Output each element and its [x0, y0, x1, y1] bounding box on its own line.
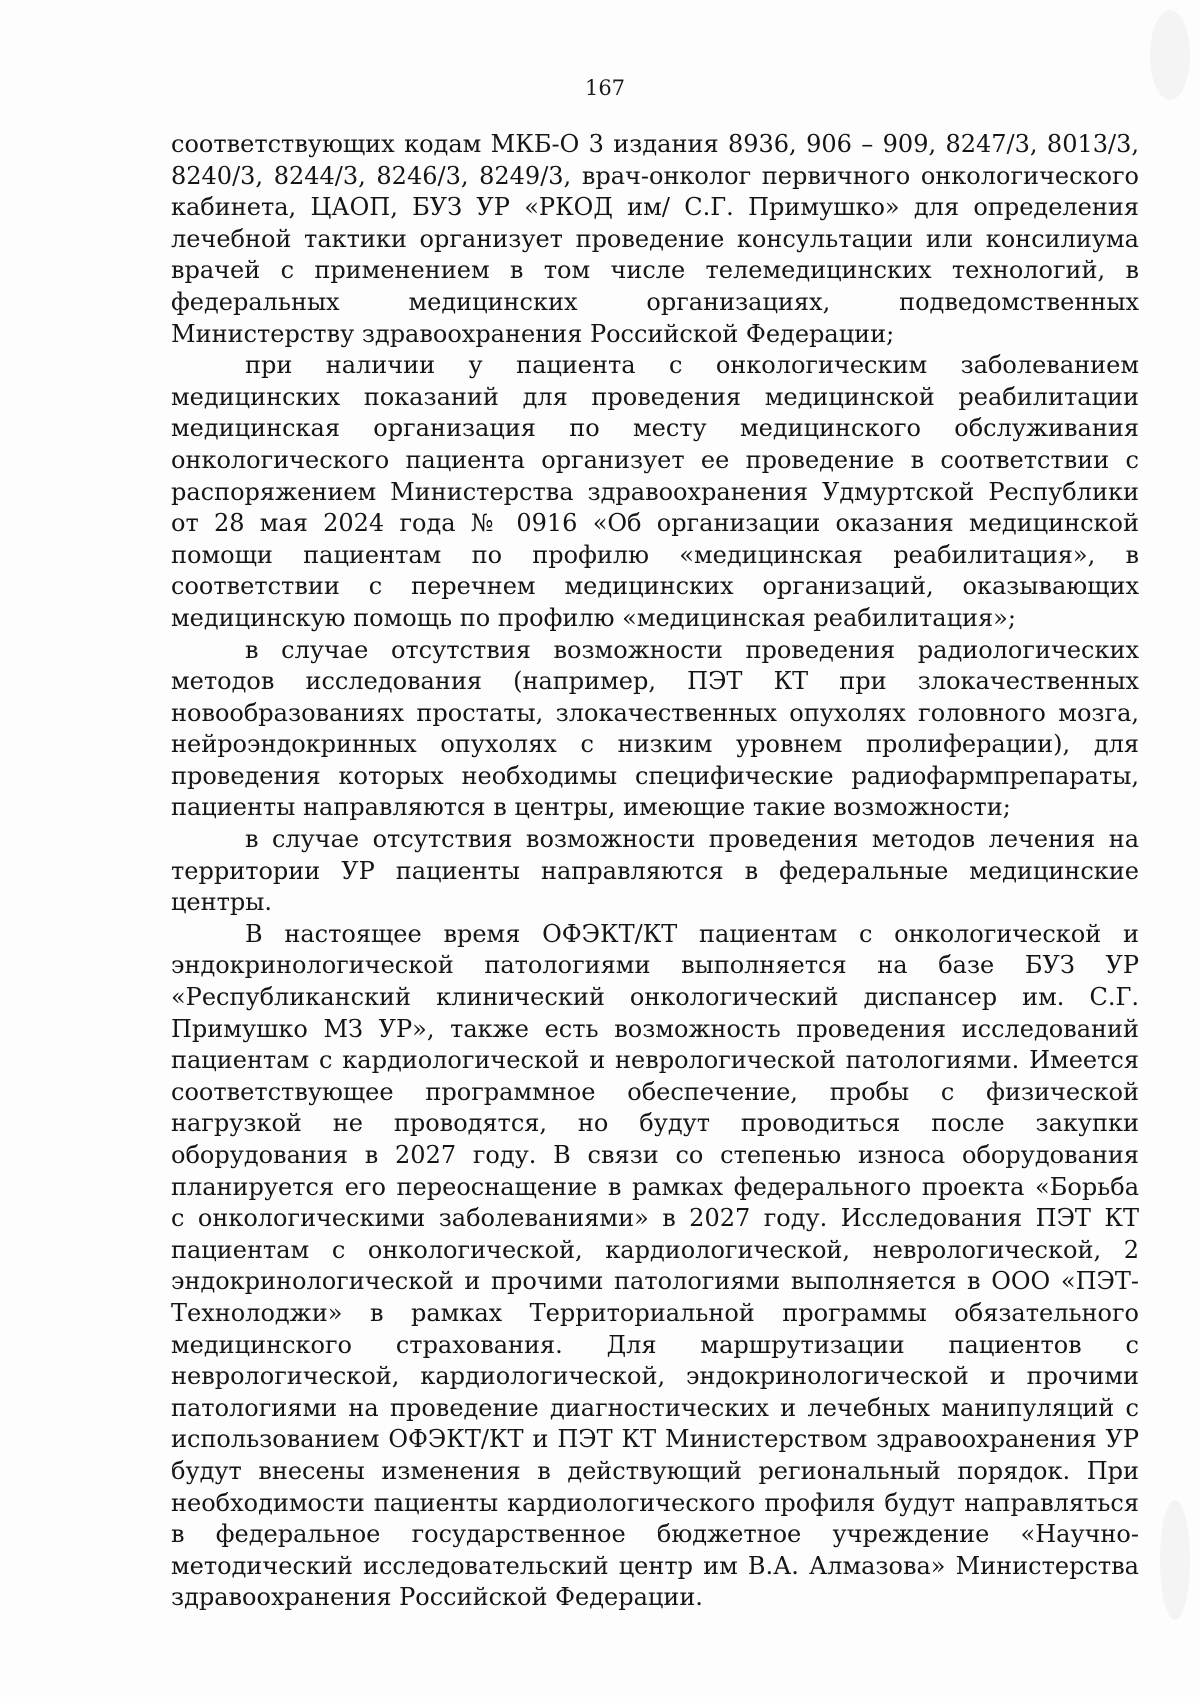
scan-noise	[1160, 1500, 1190, 1620]
paragraph: в случае отсутствия возможности проведения методов лечения на территории УР пациенты направляются в федеральные медицинские центры.	[171, 825, 1139, 917]
paragraph: в случае отсутствия возможности проведения радиологических методов исследования (например, ПЭТ КТ при злокачественных новообразованиях простаты, злокачественных опухолях головного мозга, нейроэндокринных опухолях с низким уровнем пролиферации), для проведения которых необходимы специфические радиофармпрепараты, пациенты направляются в центры, имеющие такие возможности;	[171, 635, 1139, 822]
paragraph: при наличии у пациента с онкологическим заболеванием медицинских показаний для проведения медицинской реабилитации медицинская организация по месту медицинского обслуживания онкологического пациента организует ее проведение в соответствии с распоряжением Министерства здравоохранения Удмуртской Республики от 28 мая 2024 года № 0916 «Об организации оказания медицинской помощи пациентам по профилю «медицинская реабилитация», в соответствии с перечнем медицинских организаций, оказывающих медицинскую помощь по профилю «медицинская реабилитация»;	[171, 351, 1139, 632]
paragraph: В настоящее время ОФЭКТ/КТ пациентам с онкологической и эндокринологической патологиями выполняется на базе БУЗ УР «Республиканский клинический онкологический диспансер им. С.Г. Примушко МЗ УР», также есть возможность проведения исследований пациентам с кардиологической и неврологической патологиями. Имеется соответствующее программное обеспечение, пробы с физической нагрузкой не проводятся, но будут проводиться после закупки оборудования в 2027 году. В связи со степенью износа оборудования планируется его переоснащение в рамках федерального проекта «Борьба с онкологическими заболеваниями» в 2027 году. Исследования ПЭТ КТ пациентам с онкологической, кардиологической, неврологической, 2 эндокринологической и прочими патологиями выполняется в ООО «ПЭТ-Технолоджи» в рамках Территориальной программы обязательного медицинского страхования. Для маршрутизации пациентов с неврологической, кардиологической, эндокринологической и прочими патологиями на проведение диагностических и лечебных манипуляций с использованием ОФЭКТ/КТ и ПЭТ КТ Министерством здравоохранения УР будут внесены изменения в действующий региональный порядок. При необходимости пациенты кардиологического профиля будут направляться в федеральное государственное бюджетное учреждение «Научно-методический исследовательский центр им В.А. Алмазова» Министерства здравоохранения Российской Федерации.	[171, 919, 1139, 1612]
document-body	[171, 129, 1139, 1614]
page-number: 167	[584, 76, 626, 100]
paragraph: соответствующих кодам МКБ-О 3 издания 8936, 906 – 909, 8247/3, 8013/3, 8240/3, 8244/3, 8246/3, 8249/3, врач-онколог первичного онкологического кабинета, ЦАОП, БУЗ УР «РКОД им/ С.Г. Примушко» для определения лечебной тактики организует проведение консультации или консилиума врачей с применением в том числе телемедицинских технологий, в федеральных медицинских организациях, подведомственных Министерству здравоохранения Российской Федерации;	[171, 130, 1139, 348]
